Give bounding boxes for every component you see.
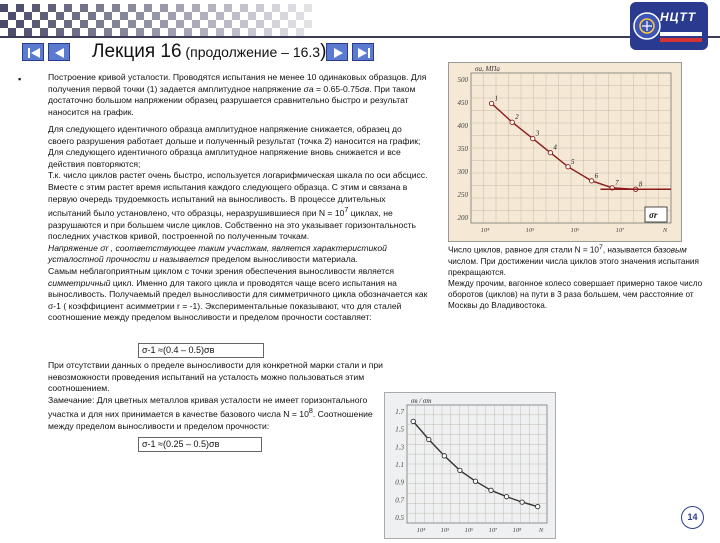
y-tick-label: 0.5 [395, 514, 404, 522]
data-point [520, 500, 524, 504]
y-tick-label: 450 [457, 99, 468, 107]
pattern-square [104, 12, 112, 20]
pattern-square [208, 20, 216, 28]
pattern-square [24, 12, 32, 20]
y-tick-label: 1.3 [395, 443, 404, 452]
pattern-square [48, 4, 56, 12]
pattern-square [224, 4, 232, 12]
pattern-square [224, 20, 232, 28]
pattern-square [304, 4, 312, 12]
title-paren-close: ) [320, 41, 327, 62]
pattern-square [304, 20, 312, 28]
p2-text-a: Для следующего идентичного образца амплитудное напряжение снижается, образец до своего разрушения работает дольше и полученный результат (точка 2) наносится на график; [48, 124, 421, 146]
pattern-square [32, 20, 40, 28]
pattern-square [160, 4, 168, 12]
base-number-term: базовым [653, 245, 687, 255]
point-label: 6 [594, 171, 599, 180]
x-tick-label: N [538, 527, 544, 534]
x-tick-label: 10⁶ [570, 227, 580, 234]
x-tick-label: 10⁵ [440, 527, 450, 534]
formula-nonferrous: σ-1 ≈(0.25 – 0.5)σв [138, 437, 262, 452]
x-tick-label: 10⁴ [416, 527, 426, 534]
p1-text-a: Построение кривой усталости. Проводятся испытания не менее 10 одинаковых образцов. Для получения первой точки (1) задается амплитудное напряжение [48, 72, 427, 94]
pattern-square [136, 12, 144, 20]
logo-text: НЦТТ [660, 10, 697, 24]
p2-text-f-wrap [48, 266, 430, 324]
data-point [510, 120, 514, 124]
x-tick-label: 10⁸ [512, 527, 522, 534]
data-point [489, 101, 493, 105]
pattern-square [128, 4, 136, 12]
sigma-a-symbol: σа [303, 83, 314, 94]
page-number: 14 [681, 506, 704, 529]
pattern-square [168, 12, 176, 20]
p2-text-c-wrap [48, 170, 430, 242]
right-superscript: 7 [599, 244, 603, 251]
paragraph-nonferrous-note [48, 360, 388, 432]
data-point [566, 165, 570, 169]
page-title [92, 41, 326, 63]
pattern-square [176, 4, 184, 12]
pattern-square [232, 28, 240, 36]
pattern-square [184, 12, 192, 20]
symmetric-cycle-term: симметричный [48, 277, 111, 288]
pattern-square [256, 4, 264, 12]
right-text-c: числом. При достижении числа циклов этого значения испытания прекращаются. [448, 256, 699, 277]
pattern-square [256, 20, 264, 28]
y-tick-label: 200 [457, 214, 468, 222]
pattern-square [80, 4, 88, 12]
pattern-square [152, 12, 160, 20]
y-tick-label: 1.5 [395, 425, 404, 434]
pattern-square [144, 20, 152, 28]
wheel-fact: Между прочим, вагонное колесо совершает примерно такое число оборотов (циклов) на пути в 3 раза большем, чем расстояние от Москвы до Владивостока. [448, 278, 703, 310]
pattern-square [128, 20, 136, 28]
pattern-square [296, 12, 304, 20]
sigma-v-symbol: σв [359, 83, 370, 94]
p3-text-b: Замечание: Для цветных металлов кривая усталости не имеет горизонтального участка и для них принимается в качестве базового числа N = 10 [48, 394, 368, 420]
pattern-square [56, 28, 64, 36]
base-cycle-note [448, 242, 710, 311]
pattern-square [72, 28, 80, 36]
pattern-square [112, 4, 120, 12]
point-label: 5 [571, 157, 575, 166]
pattern-square [152, 28, 160, 36]
pattern-square [56, 12, 64, 20]
pattern-square [248, 12, 256, 20]
pattern-square [80, 20, 88, 28]
title-paren-open: ( [181, 44, 191, 60]
y-tick-label: 1.1 [395, 461, 404, 469]
point-label: 4 [553, 143, 557, 152]
pattern-square [264, 12, 272, 20]
p1-text-b: = 0.65-0.75 [313, 83, 360, 94]
pattern-square [64, 4, 72, 12]
y-tick-label: 400 [457, 122, 468, 130]
pattern-square [112, 20, 120, 28]
pattern-square [40, 12, 48, 20]
y-tick-label: 0.9 [395, 478, 404, 487]
point-label: 2 [515, 113, 519, 122]
prev-page-button[interactable] [48, 43, 70, 61]
pattern-square [32, 4, 40, 12]
institute-logo [630, 2, 708, 50]
pattern-square [24, 28, 32, 36]
right-text-b: , называется [602, 245, 654, 255]
bullet-marker: ▪ [18, 74, 22, 84]
pattern-square [8, 12, 16, 20]
pattern-square [40, 28, 48, 36]
p2-text-f: Самым неблагоприятным циклом с точки зрения обеспечения выносливости является [48, 265, 395, 276]
p2-superscript: 7 [344, 206, 349, 215]
pattern-square [96, 4, 104, 12]
nonferrous-curve-chart [384, 392, 556, 539]
x-tick-label: 10⁵ [525, 227, 535, 234]
first-page-icon [23, 44, 45, 62]
last-page-button[interactable] [352, 43, 374, 61]
pattern-square [120, 28, 128, 36]
nonferrous-curve-svg [385, 393, 555, 538]
fatigue-curve-svg [449, 63, 681, 241]
pattern-square [264, 28, 272, 36]
x-tick-label: 10⁷ [615, 227, 625, 234]
lecture-title: Лекция 16 [92, 41, 182, 62]
p1-text-c: . При таком достаточно большом напряжении образец разрушается сравнительно быстро и результат наносится на график. [48, 83, 416, 117]
pattern-square [0, 4, 8, 12]
header-pattern [0, 0, 312, 36]
lecture-subtitle: продолжение – 16.3 [190, 44, 321, 60]
data-point [548, 150, 552, 154]
p3-text-b-tail: . Соотношение между пределом выносливости и пределом прочности: [48, 409, 373, 431]
point-label: 3 [535, 129, 540, 138]
pattern-square [16, 20, 24, 28]
pattern-square [184, 28, 192, 36]
data-point [458, 468, 462, 472]
pattern-square [192, 20, 200, 28]
point-label: 7 [615, 178, 619, 187]
x-tick-label: 10⁴ [480, 227, 490, 234]
y-tick-label: 500 [457, 76, 468, 84]
pattern-square [64, 20, 72, 28]
p2-text-f-tail: цикл. Именно для такого цикла и проводятся чаще всего испытания на выносливость. Получаемый предел выносливости для симметричного цикла обозначается как σ-1 ( коэффициент асимметрии r = -1). Экспериментальные показывают, что для сталей соотношение между пределом выносливости и пределом прочности составляет: [48, 277, 428, 323]
y-tick-label: 0.7 [395, 496, 404, 505]
pattern-square [168, 28, 176, 36]
data-point [442, 454, 446, 458]
data-point [531, 136, 535, 140]
point-label: 8 [638, 180, 643, 189]
pattern-square [216, 28, 224, 36]
pattern-square [88, 28, 96, 36]
pattern-square [192, 4, 200, 12]
paragraph-testing-procedure [48, 124, 430, 324]
pattern-square [200, 28, 208, 36]
pattern-square [232, 12, 240, 20]
pattern-square [160, 20, 168, 28]
y-tick-label: 1.7 [395, 408, 404, 416]
endurance-limit-definition: Напряжение σr , соответствующее таким участкам, является характеристикой усталостной прочности и называется [48, 242, 387, 265]
pattern-square [272, 4, 280, 12]
pattern-square [72, 12, 80, 20]
pattern-square [200, 12, 208, 20]
pattern-square [48, 20, 56, 28]
pattern-square [144, 4, 152, 12]
pattern-square [88, 12, 96, 20]
pattern-square [288, 4, 296, 12]
p3-text-b-wrap [48, 395, 388, 433]
prev-page-icon [49, 44, 71, 62]
paragraph-fatigue-curve [48, 72, 430, 118]
p2-text-c: Т.к. число циклов растет очень быстро, используется логарифмическая шкала по оси абсцисс. Вместе с этим растет время испытания каждого следующего образца. С этим и связана в первую очередь трудоемкость испытаний на выносливость. В процессе длительных испытаний было установлено, что образцы, неразрушившиеся при N = 10 [48, 170, 428, 219]
next-page-icon [327, 44, 349, 62]
next-page-button[interactable] [326, 43, 348, 61]
last-page-icon [353, 44, 375, 62]
p2-text-e-wrap [48, 243, 430, 266]
p3-text-a: При отсутствии данных о пределе выносливости для конкретной марки стали и при невозможности проведения испытаний на усталость можно пользоваться этим соотношением. [48, 360, 383, 394]
fatigue-curve-line [492, 104, 636, 190]
formula-steel: σ-1 ≈(0.4 – 0.5)σв [138, 343, 264, 358]
data-point [427, 437, 431, 441]
pattern-square [16, 4, 24, 12]
pattern-square [104, 28, 112, 36]
pattern-square [248, 28, 256, 36]
fatigue-curve-chart [448, 62, 682, 242]
pattern-square [96, 20, 104, 28]
data-point [535, 504, 539, 508]
pattern-square [240, 4, 248, 12]
y-tick-label: 300 [457, 168, 468, 176]
pattern-square [216, 12, 224, 20]
p2-text-e-tail: пределом выносливости материала. [209, 254, 358, 265]
pattern-square [0, 20, 8, 28]
pattern-square [296, 28, 304, 36]
p2-text-d: циклах, не разрушаются и при большем числе циклов. Собственно на это указывает горизонтальность последних участков кривой, построенной по полученным точкам. [48, 208, 417, 242]
x-tick-label: N [662, 227, 668, 234]
p2-text-b: Для следующего идентичного образца амплитудное напряжение вновь снижается и все действия повторяются; [48, 147, 401, 169]
pattern-square [136, 28, 144, 36]
data-point [504, 494, 508, 498]
data-point [473, 479, 477, 483]
right-text-a: Число циклов, равное для стали N = 10 [448, 245, 599, 255]
y-tick-label: 250 [457, 191, 468, 199]
point-label: 1 [494, 94, 499, 103]
p3-superscript: 8 [308, 407, 313, 416]
x-tick-label: 10⁶ [464, 527, 474, 534]
pattern-square [208, 4, 216, 12]
x-tick-label: 10⁷ [488, 527, 498, 534]
pattern-square [280, 12, 288, 20]
data-point [489, 488, 493, 492]
pattern-square [272, 20, 280, 28]
y-axis-label: σв / σт [411, 397, 432, 405]
y-axis-label: σa, МПа [475, 65, 500, 73]
y-tick-label: 350 [457, 145, 468, 153]
first-page-button[interactable] [22, 43, 44, 61]
data-point [411, 419, 415, 423]
data-point [589, 179, 593, 183]
sigma-r-label: σr [649, 210, 658, 220]
pattern-square [280, 28, 288, 36]
header-divider [0, 36, 720, 38]
pattern-square [176, 20, 184, 28]
pattern-square [288, 20, 296, 28]
pattern-square [8, 28, 16, 36]
pattern-square [240, 20, 248, 28]
pattern-square [120, 12, 128, 20]
